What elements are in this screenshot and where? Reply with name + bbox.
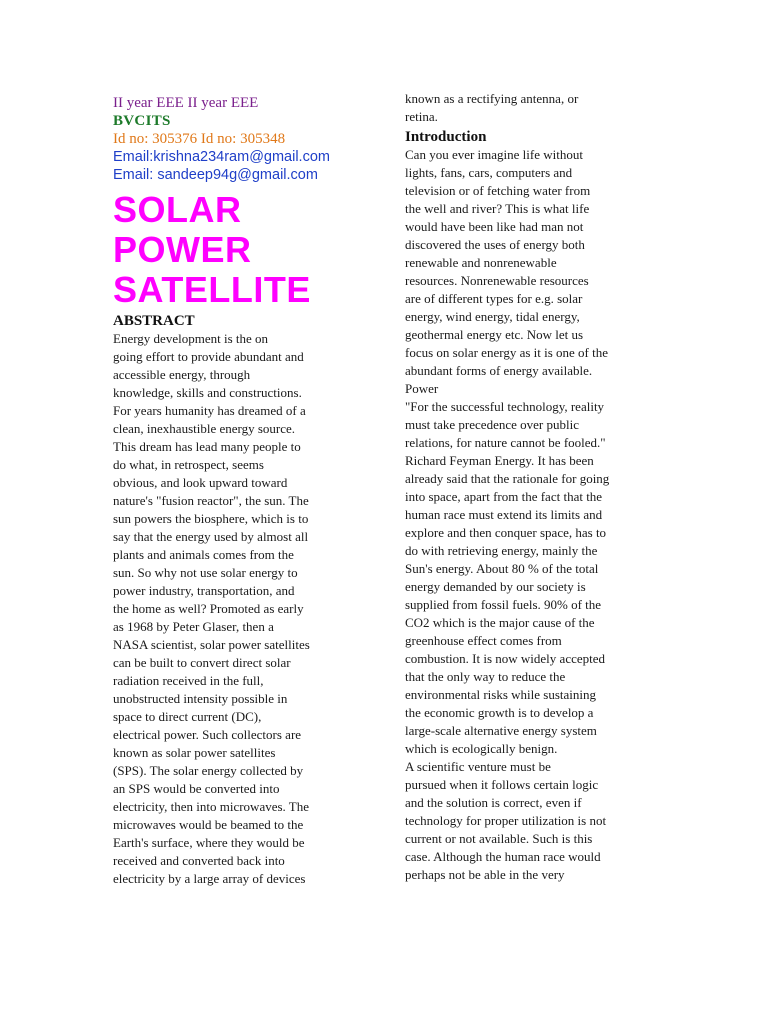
right-column (405, 90, 657, 884)
abstract-text: Energy development is the on going effort to provide abundant and accessible energy, through knowledge, skills and constructions. For years humanity has dreamed of a clean, inexhaustible energy source. This dream has lead many people to do what, in retrospect, seems obvious, and look upward toward nature's "fusion reactor", the sun. The sun powers the biosphere, which is to say that the energy used by almost all plants and animals comes from the sun. So why not use solar energy to power industry, transportation, and the home as well? Promoted as early as 1968 by Peter Glaser, then a NASA scientist, solar power satellites can be built to convert direct solar radiation received in the full, unobstructed intensity possible in space to direct current (DC), electrical power. Such collectors are known as solar power satellites (SPS). The solar energy collected by an SPS would be converted into electricity, then into microwaves. The microwaves would be beamed to the Earth's surface, where they would be received and converted back into electricity by a large array of devices (113, 331, 310, 886)
author-year-line: II year EEE II year EEE (113, 95, 259, 111)
title-line-2: POWER (113, 229, 252, 270)
author-email-1[interactable]: Email:krishna234ram@gmail.com (113, 149, 330, 165)
author-email-2[interactable]: Email: sandeep94g@gmail.com (113, 167, 318, 183)
author-ids: Id no: 305376 Id no: 305348 (113, 131, 286, 147)
title-line-1: SOLAR (113, 189, 242, 230)
college-name: BVCITS (113, 113, 171, 129)
introduction-text: Can you ever imagine life without lights, fans, cars, computers and television or of fetching water from the well and river? This is what life would have been like had man not discovered the uses of energy both renewable and nonrenewable resources. Nonrenewable resources are of different types for e.g. solar energy, wind energy, tidal energy, geothermal energy etc. Now let us focus on solar energy as it is one of the abundant forms of energy available. Power "For the successful technology, reality must take precedence over public relations, for nature cannot be fooled." Richard Feyman Energy. It has been already said that the rationale for going into space, apart from the fact that the human race must extend its limits and explore and then conquer space, has to do with retrieving energy, mainly the Sun's energy. About 80 % of the total energy demanded by our society is supplied from fossil fuels. 90% of the CO2 which is the major cause of the greenhouse effect comes from combustion. It is now widely accepted that the only way to reduce the environmental risks while sustaining the economic growth is to develop a large-scale alternative energy system which is ecologically benign. A scientific venture must be pursued when it follows certain logic and the solution is correct, even if technology for proper utilization is not current or not available. Such is this case. Although the human race would perhaps not be able in the very (405, 147, 610, 882)
title-line-3: SATELLITE (113, 269, 311, 310)
paper-title (113, 190, 353, 310)
abstract-heading: ABSTRACT (113, 313, 195, 329)
introduction-heading: Introduction (405, 129, 487, 145)
abstract-continuation: known as a rectifying antenna, or retina. (405, 91, 579, 124)
left-column (113, 94, 353, 888)
